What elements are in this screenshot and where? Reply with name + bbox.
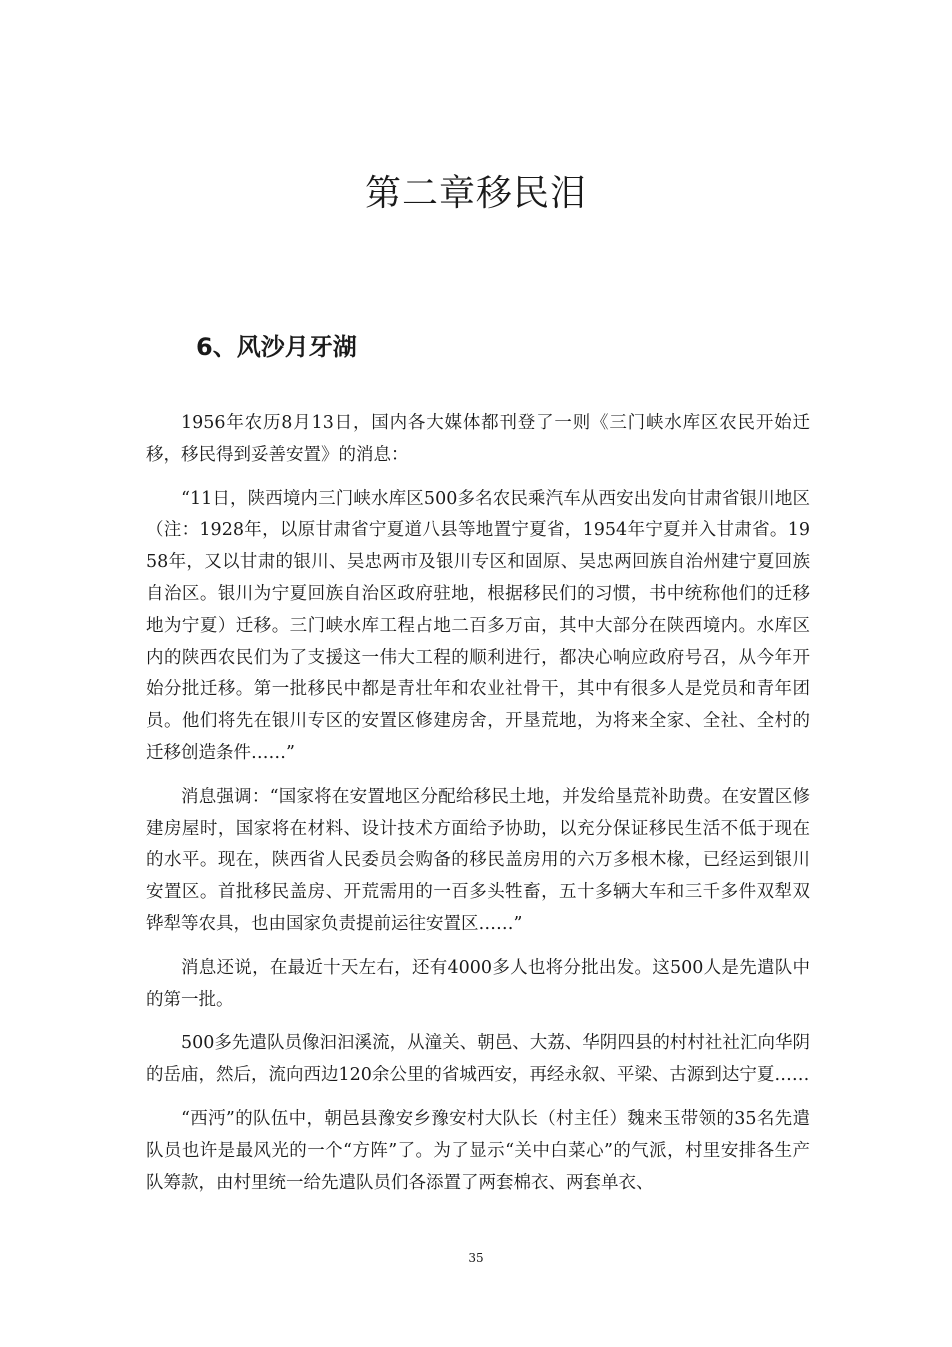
section-title: 6、风沙月牙湖: [196, 333, 357, 361]
page-number: 35: [468, 1251, 484, 1265]
paragraph: 消息强调：“国家将在安置地区分配给移民土地，并发给垦荒补助费。在安置区修建房屋时，国家将在材料、设计技术方面给予协助，以充分保证移民生活不低于现在的水平。现在，陕西省人民委员会购备的移民盖房用的六万多根木椽，已经运到银川安置区。首批移民盖房、开荒需用的一百多头牲畜，五十多辆大车和三千多件双犁双铧犁等农具，也由国家负责提前运往安置区……”: [146, 786, 810, 934]
paragraph: 消息还说，在最近十天左右，还有4000多人也将分批出发。这500人是先遣队中的第一批。: [146, 957, 810, 1010]
chapter-title: 第二章移民泪: [364, 173, 587, 214]
paragraph: “西沔”的队伍中，朝邑县豫安乡豫安村大队长（村主任）魏来玉带领的35名先遣队员也许是最风光的一个“方阵”了。为了显示“关中白菜心”的气派，村里安排各生产队筹款，由村里统一给先遣队员们各添置了两套棉衣、两套单衣、: [146, 1108, 810, 1193]
paragraph: “11日，陕西境内三门峡水库区500多名农民乘汽车从西安出发向甘肃省银川地区（注：1928年，以原甘肃省宁夏道八县等地置宁夏省，1954年宁夏并入甘肃省。1958年，又以甘肃的银川、吴忠两市及银川专区和固原、吴忠两回族自治州建宁夏回族自治区。银川为宁夏回族自治区政府驻地，根据移民们的习惯，书中统称他们的迁移地为宁夏）迁移。三门峡水库工程占地二百多万亩，其中大部分在陕西境内。水库区内的陕西农民们为了支援这一伟大工程的顺利进行，都决心响应政府号召，从今年开始分批迁移。第一批移民中都是青壮年和农业社骨干，其中有很多人是党员和青年团员。他们将先在银川专区的安置区修建房舍，开垦荒地，为将来全家、全社、全村的迁移创造条件……”: [146, 488, 810, 763]
body-text: [146, 408, 810, 1211]
paragraph: 500多先遣队员像汩汩溪流，从潼关、朝邑、大荔、华阴四县的村村社社汇向华阴的岳庙，然后，流向西边120余公里的省城西安，再经永叙、平梁、古源到达宁夏……: [146, 1033, 810, 1086]
paragraph: 1956年农历8月13日，国内各大媒体都刊登了一则《三门峡水库区农民开始迁移，移民得到妥善安置》的消息：: [146, 413, 810, 465]
